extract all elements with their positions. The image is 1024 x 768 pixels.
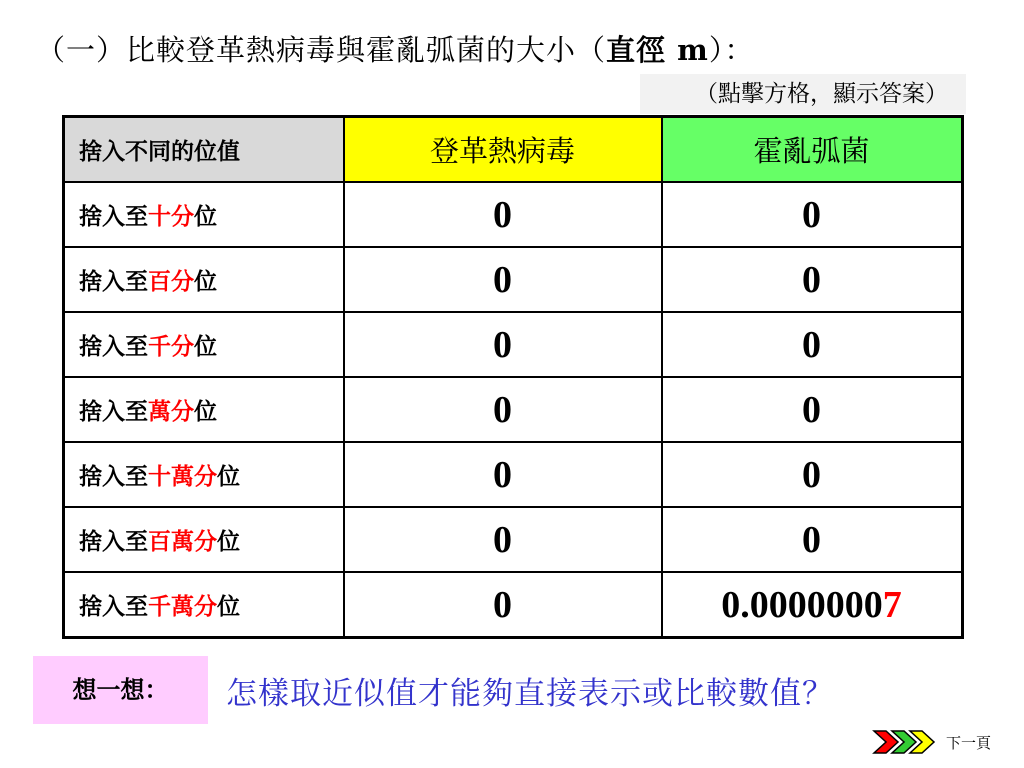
place-value-label [64, 247, 344, 312]
dengue-answer-cell[interactable] [344, 247, 662, 312]
table-row [64, 182, 963, 247]
table-row [64, 507, 963, 572]
dengue-answer-cell[interactable] [344, 312, 662, 377]
title-prefix: （一）比較登革熱病毒與霍亂弧菌的大小（ [36, 33, 607, 67]
label-unit: 千分 [148, 333, 194, 360]
label-unit: 千萬分 [148, 593, 217, 620]
next-page-label: 下一頁 [946, 733, 992, 752]
dengue-value: 0 [493, 453, 512, 496]
cholera-answer-cell[interactable] [662, 572, 963, 638]
label-unit: 百分 [148, 268, 194, 295]
cholera-value: 0 [802, 193, 821, 236]
place-value-label [64, 312, 344, 377]
table-row [64, 312, 963, 377]
label-pre: 捨入至 [79, 268, 148, 295]
label-unit: 百萬分 [148, 528, 217, 555]
label-pre: 捨入至 [79, 398, 148, 425]
cholera-answer-cell[interactable] [662, 312, 963, 377]
place-value-label [64, 572, 344, 638]
place-value-label [64, 507, 344, 572]
label-post: 位 [194, 268, 217, 295]
dengue-value: 0 [493, 323, 512, 366]
rounding-table [62, 115, 964, 639]
cholera-value: 0 [802, 258, 821, 301]
label-post: 位 [217, 528, 240, 555]
cholera-answer-cell[interactable] [662, 507, 963, 572]
cholera-answer-cell[interactable] [662, 182, 963, 247]
think-question: 怎樣取近似值才能夠直接表示或比較數值？ [226, 676, 834, 712]
table-row [64, 442, 963, 507]
cholera-value: 0 [802, 388, 821, 431]
cholera-answer-cell[interactable] [662, 377, 963, 442]
place-value-label [64, 377, 344, 442]
place-value-label [64, 182, 344, 247]
dengue-answer-cell[interactable] [344, 442, 662, 507]
dengue-answer-cell[interactable] [344, 377, 662, 442]
label-pre: 捨入至 [79, 463, 148, 490]
cholera-value-tail: 7 [882, 583, 902, 626]
dengue-value: 0 [493, 388, 512, 431]
dengue-value: 0 [493, 193, 512, 236]
dengue-answer-cell[interactable] [344, 182, 662, 247]
think-label: 想一想： [33, 656, 208, 724]
label-pre: 捨入至 [79, 203, 148, 230]
triple-chevron-right-icon [872, 729, 938, 755]
label-post: 位 [194, 398, 217, 425]
table-header-row [64, 117, 963, 183]
cholera-value: 0.0000000 [721, 583, 883, 626]
click-hint: （點擊方格，顯示答案） [640, 74, 966, 114]
place-value-label [64, 442, 344, 507]
dengue-value: 0 [493, 583, 512, 626]
header-place-value: 捨入不同的位值 [64, 117, 344, 183]
table-row [64, 572, 963, 638]
label-post: 位 [194, 333, 217, 360]
next-page-button[interactable] [872, 729, 991, 755]
title-bold: 直徑 m [606, 33, 709, 67]
dengue-value: 0 [493, 518, 512, 561]
table-row [64, 377, 963, 442]
dengue-value: 0 [493, 258, 512, 301]
dengue-answer-cell[interactable] [344, 572, 662, 638]
label-unit: 十萬分 [148, 463, 217, 490]
page-title [36, 28, 754, 69]
label-unit: 萬分 [148, 398, 194, 425]
label-unit: 十分 [148, 203, 194, 230]
cholera-value: 0 [802, 518, 821, 561]
label-post: 位 [217, 463, 240, 490]
label-pre: 捨入至 [79, 593, 148, 620]
cholera-value: 0 [802, 323, 821, 366]
cholera-value: 0 [802, 453, 821, 496]
label-post: 位 [217, 593, 240, 620]
label-pre: 捨入至 [79, 333, 148, 360]
cholera-answer-cell[interactable] [662, 247, 963, 312]
title-suffix: ）： [708, 33, 755, 67]
cholera-answer-cell[interactable] [662, 442, 963, 507]
table-row [64, 247, 963, 312]
header-cholera: 霍亂弧菌 [662, 117, 963, 183]
dengue-answer-cell[interactable] [344, 507, 662, 572]
label-pre: 捨入至 [79, 528, 148, 555]
header-dengue: 登革熱病毒 [344, 117, 662, 183]
label-post: 位 [194, 203, 217, 230]
